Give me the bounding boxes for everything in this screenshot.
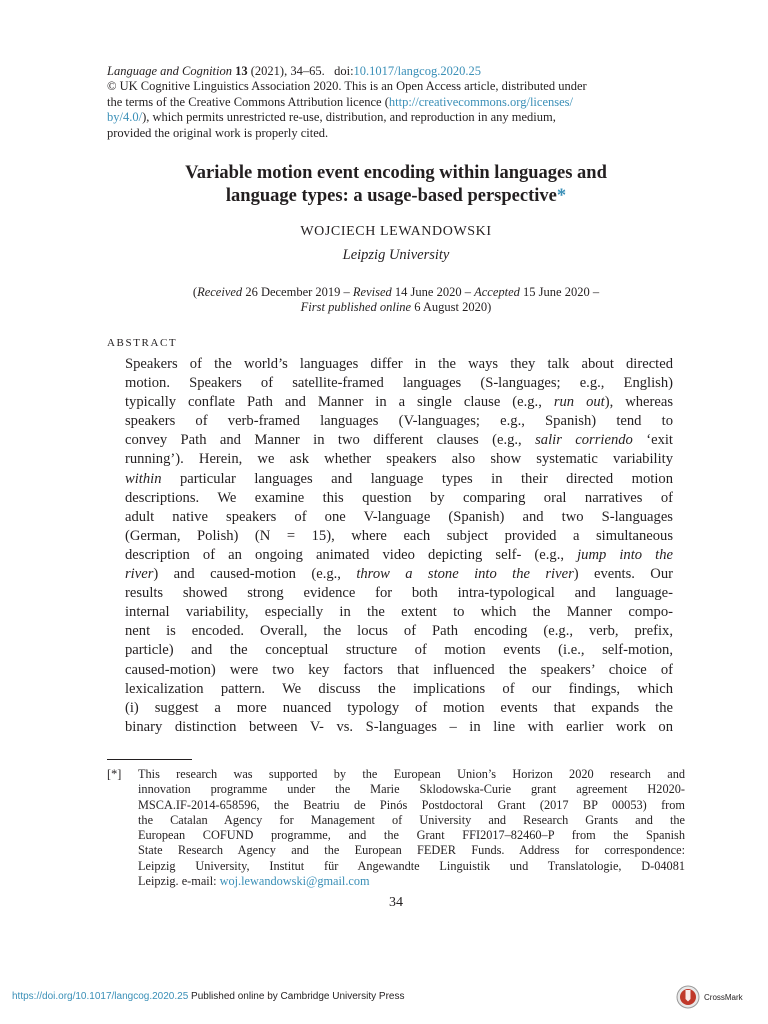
abstract-emphasis: within xyxy=(125,470,162,487)
abstract-text: description of an ongoing animated video depicting self- (e.g., xyxy=(125,546,578,563)
abstract-line: (i) suggest a more nuanced typology of motion events that expands the xyxy=(125,699,673,716)
published-by-text: Published online by Cambridge University Press xyxy=(188,991,405,1002)
published-date: 6 August 2020) xyxy=(411,300,492,314)
footnote-star-link[interactable]: * xyxy=(556,186,567,206)
abstract-example: jump into the xyxy=(577,546,673,563)
license-url-link-cont[interactable]: by/4.0/ xyxy=(107,110,143,125)
abstract-line: particle) and the conceptual structure of motion events (i.e., self-motion, xyxy=(125,642,673,659)
email-link[interactable]: woj.lewandowski@gmail.com xyxy=(219,874,370,889)
footnote-line: This research was supported by the European Union’s Horizon 2020 research and xyxy=(138,767,685,781)
received-line-1 xyxy=(107,285,685,300)
abstract-text: ) and caused-motion (e.g., xyxy=(153,566,357,583)
author-affiliation: Leipzig University xyxy=(342,247,450,263)
abstract-line: results showed strong evidence for both intra-typological and language- xyxy=(125,585,673,602)
footnote-line: MSCA.IF-2014-658596, the Beatriu de Pinós Postdoctoral Grant (2017 BP 00053) from xyxy=(138,797,685,812)
author-name: WOJCIECH LEWANDOWSKI xyxy=(300,224,492,239)
footnote-body xyxy=(138,767,685,889)
abstract-body xyxy=(125,355,673,737)
abstract-line: nent is encoded. Overall, the locus of Path encoding (e.g., verb, prefix, xyxy=(125,623,673,640)
abstract-line: descriptions. We examine this question by comparing oral narratives of xyxy=(125,489,673,506)
doi-prefix: doi: xyxy=(334,64,354,78)
journal-header xyxy=(107,64,667,141)
crossmark-icon xyxy=(676,985,700,1009)
abstract-heading: ABSTRACT xyxy=(107,337,178,349)
abstract-line: Speakers of the world’s languages differ in the ways they talk about directed xyxy=(125,356,673,372)
publisher-footer xyxy=(12,991,404,1002)
abstract-example: river xyxy=(125,566,154,583)
crossmark-badge[interactable] xyxy=(676,985,743,1009)
footnote-line: State Research Agency and the European FEDER Funds. Address for correspondence: xyxy=(138,843,685,858)
journal-name: Language and Cognition xyxy=(107,64,233,78)
abstract-line: lexicalization pattern. We discuss the implications of our findings, which xyxy=(125,680,673,697)
abstract-example: throw a stone into the river xyxy=(356,566,574,583)
abstract-line xyxy=(125,565,673,584)
abstract-line: speakers of verb-framed languages (V-languages; e.g., Spanish) tend to xyxy=(125,413,673,430)
abstract-line xyxy=(125,393,673,412)
received-line-2 xyxy=(107,300,685,315)
license-line-3: provided the original work is properly cited. xyxy=(107,125,329,140)
abstract-line: (German, Polish) (N = 15), where each subject provided a simultaneous xyxy=(125,527,673,544)
license-text-pre: the terms of the Creative Commons Attribution licence ( xyxy=(107,94,389,109)
abstract-line: binary distinction between V- vs. S-languages – in line with earlier work on xyxy=(125,718,673,735)
footnote-mark: [*] xyxy=(107,767,122,781)
footnote-line: European COFUND programme, and the Grant FFI2017–82460–P from the Spanish xyxy=(138,828,685,843)
title-line-2-text: language types: a usage-based perspective xyxy=(225,186,557,206)
abstract-text: ), whereas xyxy=(604,394,673,411)
footnote-line: the Catalan Agency for Management of University and Research Grants and the xyxy=(138,812,685,827)
received-label: Received xyxy=(197,285,243,299)
abstract-example: salir corriendo xyxy=(535,432,633,449)
paren-open: ( xyxy=(192,285,198,299)
footnote-line: Leipzig University, Institut für Angewandte Linguistik und Translatologie, D-04081 xyxy=(138,858,685,873)
year-pages: (2021), 34–65. xyxy=(250,64,325,78)
license-line-2 xyxy=(107,110,667,125)
abstract-text: ‘exit xyxy=(632,432,673,449)
revised-label: Revised xyxy=(352,285,392,299)
copyright-line: © UK Cognitive Linguistics Association 2020. This is an Open Access article, distributed under xyxy=(107,79,587,94)
abstract-line: internal variability, especially in the extent to which the Manner compo- xyxy=(125,604,673,621)
abstract-text: ) events. Our xyxy=(573,566,673,583)
abstract-line: running’). Herein, we ask whether speakers also show systematic variability xyxy=(125,451,673,468)
page-number: 34 xyxy=(389,895,403,910)
abstract-text: convey Path and Manner in two different clauses (e.g., xyxy=(125,432,536,449)
volume-number: 13 xyxy=(235,64,248,78)
abstract-line xyxy=(125,431,673,450)
abstract-line: motion. Speakers of satellite-framed languages (S-languages; e.g., English) xyxy=(125,375,673,392)
license-url-link[interactable]: http://creativecommons.org/licenses/ xyxy=(388,94,573,109)
license-text-post: ), which permits unrestricted re-use, distribution, and reproduction in any medium, xyxy=(142,110,556,125)
article-title xyxy=(107,162,685,208)
title-line-1: Variable motion event encoding within languages and xyxy=(185,163,607,183)
received-date: 26 December 2019 – xyxy=(242,285,353,299)
accepted-label: Accepted xyxy=(474,285,520,299)
abstract-example: run out xyxy=(553,394,605,411)
citation-line xyxy=(107,64,667,79)
received-dates xyxy=(107,285,685,315)
published-label: First published online xyxy=(300,300,412,314)
abstract-line: caused-motion) were two key factors that influenced the speakers’ choice of xyxy=(125,661,673,678)
abstract-text: typically conflate Path and Manner in a single clause (e.g., xyxy=(125,394,554,411)
abstract-text: particular languages and language types in their directed motion xyxy=(161,470,673,487)
footnote xyxy=(107,767,685,889)
doi-footer-link[interactable]: https://doi.org/10.1017/langcog.2020.25 xyxy=(12,991,189,1002)
crossmark-label: CrossMark xyxy=(704,992,743,1002)
title-line-2 xyxy=(107,185,685,208)
accepted-date: 15 June 2020 – xyxy=(519,285,600,299)
license-line xyxy=(107,95,667,110)
abstract-line xyxy=(125,470,673,489)
footnote-line xyxy=(138,874,685,889)
abstract-line: adult native speakers of one V-language (Spanish) and two S-languages xyxy=(125,508,673,525)
footnote-divider xyxy=(107,759,192,760)
doi-link[interactable]: 10.1017/langcog.2020.25 xyxy=(353,64,481,78)
revised-date: 14 June 2020 – xyxy=(391,285,475,299)
footnote-line: innovation programme under the Marie Sklodowska-Curie grant agreement H2020- xyxy=(138,782,685,797)
abstract-line xyxy=(125,546,673,565)
footnote-text: Leipzig. e-mail: xyxy=(138,874,220,889)
